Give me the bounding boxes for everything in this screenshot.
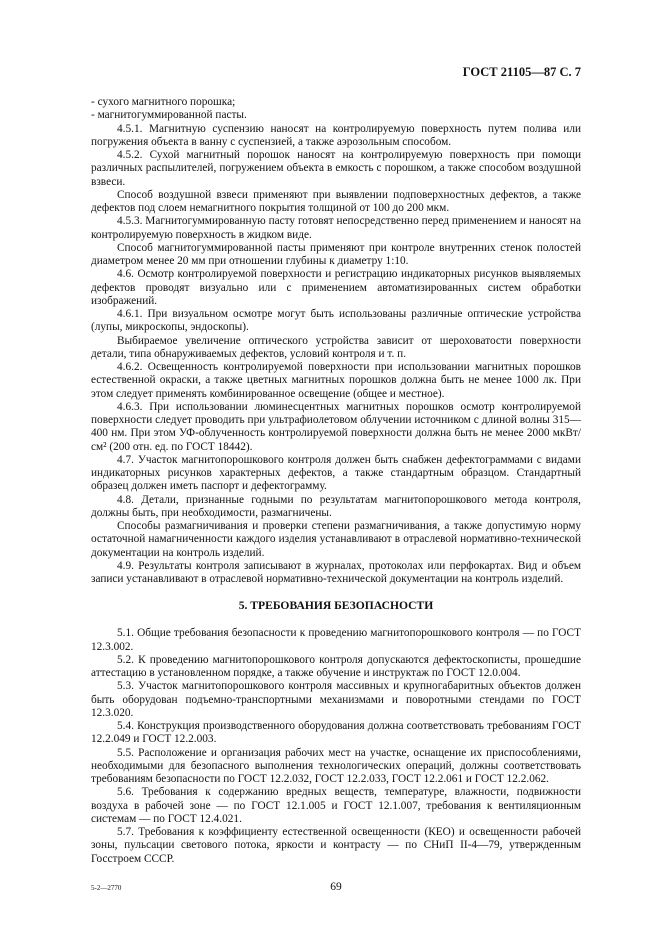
- section-5-title: 5. ТРЕБОВАНИЯ БЕЗОПАСНОСТИ: [238, 599, 434, 613]
- paragraph: Выбираемое увеличение оптического устройства зависит от шероховатости поверхности детали, типа обнаруживаемых дефектов, условий контроля и т. п.: [91, 334, 581, 360]
- paragraph: 4.9. Результаты контроля записывают в журналах, протоколах или перфокартах. Вид и объем записи устанавливают в отраслевой нормативно-технической документации на контроль изделий.: [91, 559, 581, 585]
- paragraph: 5.1. Общие требования безопасности к проведению магнитопорошкового контроля — по ГОСТ 12.3.002.: [91, 627, 581, 653]
- paragraph: Способы размагничивания и проверки степени размагничивания, а также допустимую норму остаточной намагниченности каждого изделия устанавливают в отраслевой нормативно-технической документации на контроль изделий.: [91, 520, 581, 559]
- paragraph: 5.5. Расположение и организация рабочих мест на участке, оснащение их приспособлениями, необходимыми для безопасного выполнения технологических операций, должны соответствовать требованиям безопасности по ГОСТ 12.2.032, ГОСТ 12.2.033, ГОСТ 12.2.061 и ГОСТ 12.2.062.: [91, 746, 581, 785]
- paragraph: 4.6. Осмотр контролируемой поверхности и регистрацию индикаторных рисунков выявляемых дефектов проводят визуально или с применением автоматизированных систем обработки изображений.: [91, 268, 581, 307]
- section-5-body: [91, 627, 581, 866]
- paragraph: 4.5.1. Магнитную суспензию наносят на контролируемую поверхность путем полива или погружения объекта в ванну с суспензией, а также аэрозольным способом.: [91, 122, 581, 148]
- paragraph: Способ воздушной взвеси применяют при выявлении подповерхностных дефектов, а также дефектов под слоем немагнитного покрытия толщиной от 100 до 200 мкм.: [91, 188, 581, 214]
- print-code: 5-2—2770: [91, 883, 122, 892]
- page-body: [91, 96, 581, 866]
- page-footer: [91, 880, 581, 894]
- paragraph: 5.4. Конструкция производственного оборудования должна соответствовать требованиям ГОСТ 12.2.049 и ГОСТ 12.2.003.: [91, 720, 581, 746]
- list-item: - магнитогуммированной пасты.: [91, 109, 247, 122]
- section-4-continuation: [91, 96, 581, 586]
- paragraph: 4.8. Детали, признанные годными по результатам магнитопорошкового метода контроля, должны быть, при необходимости, размагничены.: [91, 493, 581, 519]
- paragraph: 5.7. Требования к коэффициенту естественной освещенности (КЕО) и освещенности рабочей зоны, пульсации светового потока, яркости и контрасту — по СНиП II-4—79, утвержденным Госстроем СССР.: [91, 826, 581, 865]
- paragraph: 5.3. Участок магнитопорошкового контроля массивных и крупногабаритных объектов должен быть оборудован подъемно-транспортными механизмами и поворотными стендами по ГОСТ 12.3.020.: [91, 680, 581, 719]
- paragraph: 5.2. К проведению магнитопорошкового контроля допускаются дефектоскописты, прошедшие аттестацию в установленном порядке, а также обучение и инструктаж по ГОСТ 12.0.004.: [91, 653, 581, 679]
- paragraph: 4.5.2. Сухой магнитный порошок наносят на контролируемую поверхность при помощи различных распылителей, погружением объекта в емкость с порошком, а также способом воздушной взвеси.: [91, 149, 581, 188]
- paragraph: Способ магнитогуммированной пасты применяют при контроле внутренних стенок полостей диаметром менее 20 мм при отношении глубины к диаметру 1:10.: [91, 241, 581, 267]
- running-header: ГОСТ 21105—87 С. 7: [462, 65, 581, 79]
- paragraph: 4.6.2. Освещенность контролируемой поверхности при использовании магнитных порошков естественной окраски, а также цветных магнитных порошков должна быть не менее 1000 лк. При этом следует применять комбинированное освещение (общее и местное).: [91, 361, 581, 400]
- paragraph: 4.6.1. При визуальном осмотре могут быть использованы различные оптические устройства (лупы, микроскопы, эндоскопы).: [91, 308, 581, 334]
- list-item: - сухого магнитного порошка;: [91, 96, 236, 108]
- page-number: 69: [330, 880, 342, 893]
- paragraph: 4.6.3. При использовании люминесцентных магнитных порошков осмотр контролируемой поверхности следует проводить при ультрафиолетовом облучении источником с длиной волны 315—400 нм. При этом УФ-облученность контролируемой поверхности должна быть не менее 2000 мкВт/см² (200 отн. ед. по ГОСТ 18442).: [91, 400, 581, 453]
- paragraph: 4.7. Участок магнитопорошкового контроля должен быть снабжен дефектограммами с видами индикаторных рисунков характерных дефектов, а также стандартным образцом. Стандартный образец должен иметь паспорт и дефектограмму.: [91, 453, 581, 493]
- paragraph: 4.5.3. Магнитогуммированную пасту готовят непосредственно перед применением и наносят на контролируемую поверхность в жидком виде.: [91, 215, 581, 241]
- paragraph: 5.6. Требования к содержанию вредных веществ, температуре, влажности, подвижности воздуха в рабочей зоне — по ГОСТ 12.1.005 и ГОСТ 12.1.007, требования к вентиляционным системам — по ГОСТ 12.4.021.: [91, 786, 581, 825]
